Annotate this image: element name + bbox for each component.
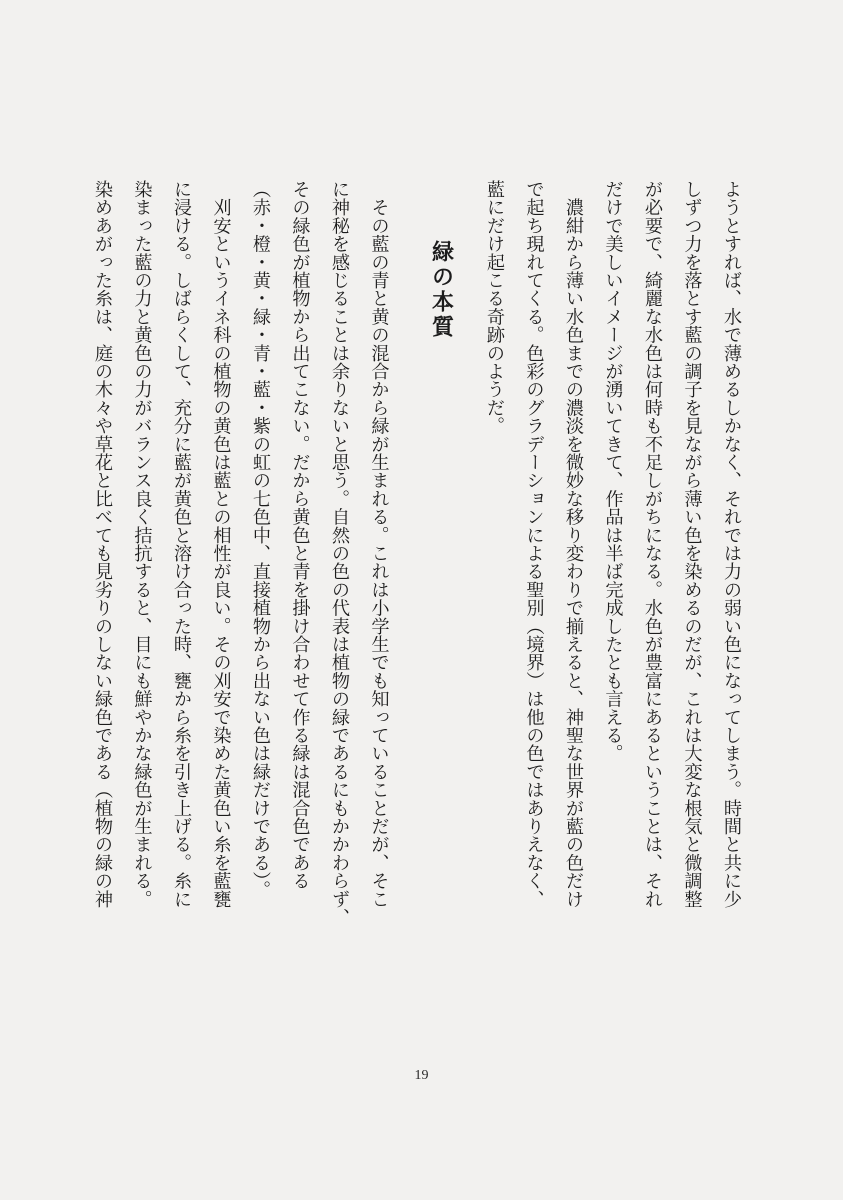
text-line: に神秘を感じることは余りないと思う。自然の色の代表は植物の緑であるにもかかわらず、 [329,180,350,927]
text-line: その藍の青と黄の混合から緑が生まれる。これは小学生でも知っていることだが、そこ [368,180,390,908]
text-line: で起ち現れてくる。色彩のグラデーションによる聖別（境界）は他の色ではありえなく、 [523,180,545,908]
text-line: その緑色が植物から出てこない。だから黄色と青を掛け合わせて作る緑は混合色である [289,180,311,890]
text-line: 藍にだけ起こる奇跡のようだ。 [484,180,505,435]
text-line: 刈安というイネ科の植物の黄色は藍との相性が良い。その刈安で染めた黄色い糸を藍甕 [210,180,232,908]
spacer [399,180,413,970]
text-line: 濃紺から薄い水色までの濃淡を微妙な移り変わりで揃えると、神聖な世界が藍の色だけ [563,180,584,908]
page-number: 19 [414,1068,429,1083]
text-line: 染まった藍の力と黄色の力がバランス良く拮抗すると、目にも鮮やかな緑色が生まれる。 [131,180,153,908]
text-line: に浸ける。しばらくして、充分に藍が黄色と溶け合った時、甕から糸を引き上げる。糸に [171,180,192,909]
section-heading: 緑の本質 [428,240,455,340]
vertical-text-body [83,180,752,970]
text-line: 染めあがった糸は、庭の木々や草花と比べても見劣りのしない緑色である（植物の緑の神 [92,180,113,908]
text-line: しずつ力を落とす藍の調子を見ながら薄い色を染めるのだが、これは大変な根気と微調整 [681,180,703,908]
text-line: （赤・橙・黄・緑・青・藍・紫の虹の七色中、直接植物から出ない色は緑だけである）。 [250,180,271,899]
text-line: が必要で、綺麗な水色は何時も不足しがちになる。水色が豊富にあるということは、それ [642,180,663,908]
text-line: ようとすれば、水で薄めるしかなく、それでは力の弱い色になってしまう。時間と共に少 [721,180,742,908]
text-line: だけで美しいイメージが湧いてきて、作品は半ば完成したとも言える。 [602,180,624,763]
spacer [461,180,475,970]
